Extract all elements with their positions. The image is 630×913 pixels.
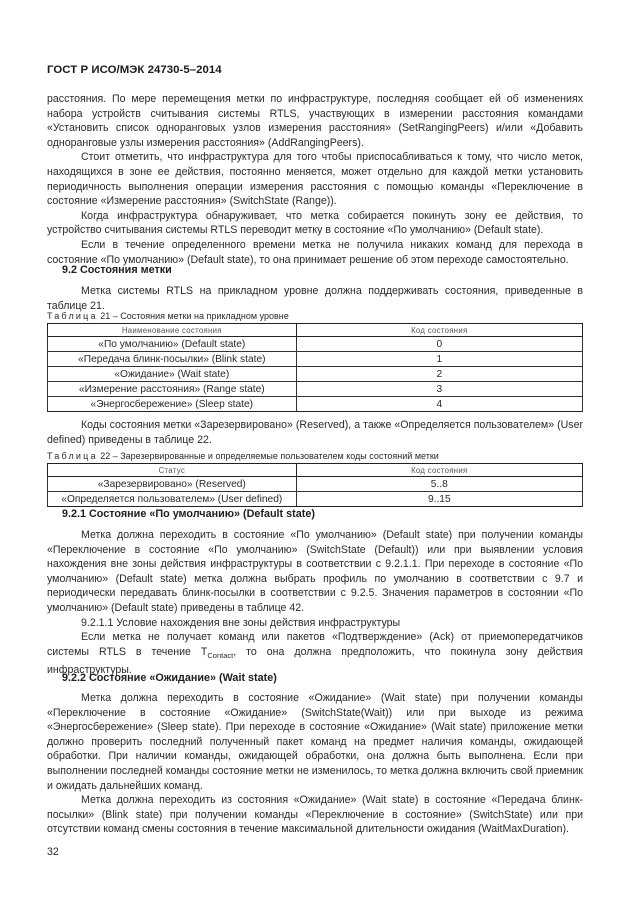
state-name-cell: «Передача блинк-посылки» (Blink state): [48, 352, 297, 367]
code-range-cell: 9..15: [296, 492, 582, 507]
state-name-cell: «По умолчанию» (Default state): [48, 337, 297, 352]
section-heading-9-2-1: 9.2.1 Состояние «По умолчанию» (Default state): [62, 508, 315, 520]
table-row: [48, 477, 583, 492]
section-paragraph: [47, 630, 583, 678]
table-row: [48, 397, 583, 412]
table-caption-prefix: Таблица: [47, 311, 98, 321]
state-code-cell: 0: [296, 337, 582, 352]
intro-paragraph: расстояния. По мере перемещения метки по инфраструктуре, последняя сообщает ей об изменениях набора устройств считывания системы RTLS, участвующих в измерении расстояния командами «Установить список одноранговых узлов измерения расстояния» (SetRangingPeers) и/или «Добавить одноранговые узлы измерения расстояния» (AddRangingPeers).: [47, 93, 583, 149]
section-paragraph: Метка системы RTLS на прикладном уровне должна поддерживать состояния, приведенные в таблице 21.: [47, 285, 583, 312]
table-caption-prefix: Таблица: [47, 451, 98, 461]
intro-text-block: [47, 92, 583, 267]
column-header: Код состояния: [296, 324, 582, 337]
code-range-cell: 5..8: [296, 477, 582, 492]
status-cell: «Зарезервировано» (Reserved): [48, 477, 297, 492]
between-tables-text: [47, 418, 583, 447]
table-22: [47, 463, 583, 507]
paragraph-text: , то она должна предположить, что покинула зону действия инфраструктуры.: [47, 645, 584, 677]
table-row: [48, 337, 583, 352]
column-header: Наименование состояния: [48, 324, 297, 337]
table-22-caption: [47, 451, 439, 461]
state-code-cell: 3: [296, 382, 582, 397]
table-caption-text: 22 – Зарезервированные и определяемые пользователем коды состояний метки: [97, 451, 439, 461]
section-heading-9-2: 9.2 Состояния метки: [62, 264, 172, 276]
section-paragraph: Метка должна переходить из состояния «Ожидание» (Wait state) в состояние «Передача блинк-посылки» (Blink state) при получении команды «Переключение в состояние» (SwitchState) или при отсутствии команд смены состояния в течение максимальной длительности ожидания (WaitMaxDuration).: [47, 794, 583, 836]
subsection-heading-9-2-1-1: 9.2.1.1 Условие нахождения вне зоны действия инфраструктуры: [81, 616, 401, 629]
section-paragraph: Коды состояния метки «Зарезервировано» (Reserved), а также «Определяется пользователем» (User defined) приведены в таблице 22.: [47, 419, 583, 446]
table-row: [48, 382, 583, 397]
table-row: [48, 492, 583, 507]
status-cell: «Определяется пользователем» (User defined): [48, 492, 297, 507]
section-heading-9-2-2: 9.2.2 Состояние «Ожидание» (Wait state): [62, 672, 277, 684]
subscript-contact: Contact: [207, 650, 234, 660]
section-paragraph: Метка должна переходить в состояние «Ожидание» (Wait state) при получении команды «Переключение в состояние «Ожидание» (SwitchState(Wait)) или при выходе из режима «Энергосбережение» (Sleep state). При переходе в состояние «Ожидание» (Wait state) приложение метки должно проверить последний полученный пакет команд на предмет наличия команды, ожидающей обработки. При наличии команды, ожидающей обработки, она должна быть выполнена. Если при выполнении последней команды состояние метки не изменилось, то метка должна включить свой приемник и ожидать дальнейших команд.: [47, 692, 583, 792]
intro-paragraph: Когда инфраструктура обнаруживает, что метка собирается покинуть зону ее действия, то устройство считывания системы RTLS переводит метку в состояние «По умолчанию» (Default state).: [47, 209, 583, 237]
table-row: [48, 352, 583, 367]
document-header-title: ГОСТ Р ИСО/МЭК 24730-5–2014: [47, 64, 222, 76]
column-header: Статус: [48, 464, 297, 477]
table-21: [47, 323, 583, 412]
section-paragraph: Метка должна переходить в состояние «По умолчанию» (Default state) при получении команды «Переключение в состояние «По умолчанию» (SwitchState (Default)) или при выявлении условия нахождения вне зоны действия инфраструктуры в соответствии с 9.2.1.1. При переходе в состояние «По умолчанию» (Default state) метка должна выбрать профиль по умолчанию в соответствии с 9.7 и периодически передавать блинк-посылки в соответствии с 9.2.5. Значения параметров в состоянии «По умолчанию» (Default state) приведены в таблице 42.: [47, 529, 583, 614]
state-name-cell: «Энергосбережение» (Sleep state): [48, 397, 297, 412]
table-21-caption: [47, 311, 289, 321]
section-9-2-2-text: [47, 691, 583, 837]
section-9-2-text: [47, 284, 583, 313]
state-code-cell: 2: [296, 367, 582, 382]
state-name-cell: «Измерение расстояния» (Range state): [48, 382, 297, 397]
intro-paragraph: Стоит отметить, что инфраструктура для того чтобы приспосабливаться к тому, что число меток, находящихся в зоне ее действия, постоянно меняется, может отдельно для каждой метки установить периодичность выполнения операции измерения расстояния с помощью команды «Переключение в состояние «Измерение расстояния» (SwitchState (Range)).: [47, 151, 583, 208]
section-9-2-1-text: [47, 528, 583, 678]
table-row: [48, 367, 583, 382]
intro-paragraph: Если в течение определенного времени метка не получила никаких команд для перехода в состояние «По умолчанию» (Default state), то она принимает решение об этом переходе самостоятельно.: [47, 238, 583, 266]
page-number: 32: [47, 846, 59, 858]
table-caption-text: 21 – Состояния метки на прикладном уровне: [97, 311, 289, 321]
column-header: Код состояния: [296, 464, 582, 477]
table-header-row: [48, 464, 583, 477]
state-code-cell: 1: [296, 352, 582, 367]
table-header-row: [48, 324, 583, 337]
state-name-cell: «Ожидание» (Wait state): [48, 367, 297, 382]
paragraph-text: Если метка не получает команд или пакетов «Подтверждение» (Ack) от приемопередатчиков системы RTLS в течение T: [47, 631, 583, 658]
state-code-cell: 4: [296, 397, 582, 412]
